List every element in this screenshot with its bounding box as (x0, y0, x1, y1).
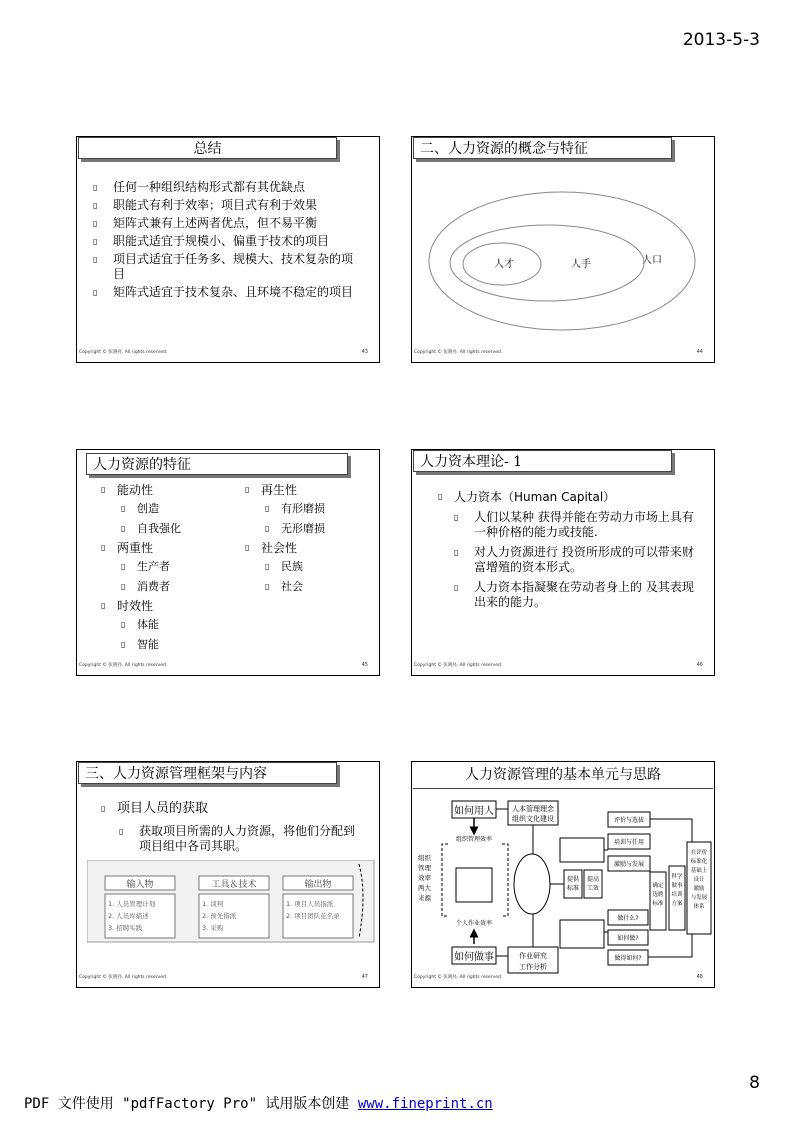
set-std-line: 选聘 (652, 892, 664, 898)
characteristics-col2 (245, 481, 325, 597)
output-item: 2. 项目团队花名录 (286, 912, 340, 920)
lower-box (560, 920, 604, 948)
upper-box (560, 838, 604, 862)
right-line: 基础上 (690, 868, 708, 874)
individual-efficiency-label: 个人作业效率 (455, 920, 493, 927)
tool-item: 1. 谈判 (202, 900, 224, 908)
sci-train-line: 方案 (671, 901, 683, 907)
slide-48 (411, 761, 715, 988)
characteristic-item: ▯ 社会 (245, 577, 325, 597)
how-label: 如何做? (617, 935, 639, 942)
slide-number: 47 (361, 974, 368, 980)
slide-title: 总结 (78, 137, 337, 159)
sci-train-line: 培训 (671, 892, 683, 898)
job-line2: 工作分析 (519, 963, 547, 971)
slide-number: 46 (696, 662, 703, 668)
bullet-list (91, 180, 361, 303)
characteristic-item: ▯ 创造 (101, 499, 181, 519)
sub-bullet: ▯ 获取项目所需的人力资源，将他们分配到项目组中各司其职。 (117, 824, 362, 854)
characteristics-col1 (101, 481, 181, 655)
slide-45 (76, 449, 380, 676)
fineprint-link[interactable]: www.fineprint.cn (357, 1096, 493, 1112)
label-talent: 人才 (494, 259, 514, 270)
slide-number: 45 (361, 662, 368, 668)
sci-train-line: 科学 (671, 874, 683, 880)
input-item: 1. 人员管理计划 (108, 900, 156, 908)
two-sources-line: 来源 (418, 894, 431, 902)
bullet-item: ▯ 矩阵式适宜于技术复杂、且环境不稳定的项目 (91, 285, 361, 300)
train-label: 培训与任用 (613, 839, 645, 846)
job-line1: 作业研究 (519, 952, 547, 960)
provide-standard-box (564, 870, 582, 898)
slide-44 (411, 136, 715, 363)
slide-number: 44 (696, 349, 703, 355)
slide-number: 48 (696, 974, 703, 980)
characteristic-item: ▯ 有形磨损 (245, 499, 325, 519)
slide-title: 二、人力资源的概念与特征 (413, 137, 672, 159)
sub-bullet: ▯ 对人力资源进行 投资所形成的可以带来财富增殖的资本形式。 (452, 545, 697, 575)
provide-line1: 提供 (566, 876, 580, 883)
characteristic-heading: ▯ 社会性 (245, 539, 325, 557)
two-sources-line: 组织 (418, 854, 431, 862)
bullet-item: ▯ 职能式有利于效率；项目式有利于效果 (91, 198, 361, 213)
bracket-right (502, 844, 508, 916)
label-population: 人口 (642, 255, 662, 266)
sub-bullet-list (117, 824, 362, 857)
right-line: 标准化 (690, 859, 708, 865)
set-std-line: 确定 (652, 883, 664, 889)
header-outputs-label: 输出物 (304, 880, 332, 890)
provide-line2: 标准 (566, 885, 580, 892)
copyright-note: Copyright © 张晓亮. All rights reserved. (414, 975, 503, 980)
set-std-line: 标准 (652, 901, 664, 907)
right-line: 设计 (693, 877, 705, 883)
label-workforce: 人手 (571, 259, 591, 270)
characteristic-item: ▯ 体能 (101, 615, 181, 635)
slide-number: 43 (361, 349, 368, 355)
connector (648, 934, 692, 957)
characteristic-item: ▯ 智能 (101, 635, 181, 655)
main-bullet: ▯ 人力资本（Human Capital） (438, 488, 708, 506)
hrm-flow-diagram (412, 792, 714, 982)
input-item: 3. 招聘实践 (108, 924, 143, 932)
main-bullet: ▯ 项目人员的获取 (101, 800, 371, 818)
acquisition-block (101, 800, 371, 818)
two-sources-line: 管理 (418, 864, 431, 872)
how-to-work-label: 如何做事 (454, 952, 494, 963)
sub-bullet-list (452, 510, 697, 615)
slide-title: 人力资源的特征 (86, 453, 348, 475)
slide-title: 人力资本理论- 1 (413, 450, 672, 472)
page-number: 8 (749, 1073, 760, 1093)
sci-train-line: 做事 (671, 883, 683, 889)
tool-item: 3. 采购 (202, 924, 224, 932)
characteristic-item: ▯ 民族 (245, 557, 325, 577)
characteristic-heading: ▯ 再生性 (245, 481, 325, 499)
bullet-item: ▯ 任何一种组织结构形式都有其优缺点 (91, 180, 361, 195)
raise-efficiency-box (584, 870, 602, 898)
characteristic-item: ▯ 消费者 (101, 577, 181, 597)
characteristic-heading: ▯ 两重性 (101, 539, 181, 557)
human-capital-block (438, 488, 708, 506)
right-line: 在评价 (690, 850, 708, 856)
how-well-label: 做得如何? (614, 955, 642, 962)
bracket-left (442, 844, 448, 916)
slide-title: 人力资源管理的基本单元与思路 (413, 762, 713, 789)
right-line: 与发展 (690, 895, 708, 901)
input-item: 2. 人员库描述 (108, 912, 149, 920)
header-tools-label: 工具＆技术 (211, 880, 257, 890)
sub-bullet: ▯ 人们以某种 获得并能在劳动力市场上具有一种价格的能力或技能. (452, 510, 697, 540)
copyright-note: Copyright © 张晓亮. All rights reserved. (79, 975, 168, 980)
bullet-item: ▯ 项目式适宜于任务多、规模大、技术复杂的项目 (91, 252, 361, 282)
copyright-note: Copyright © 张晓亮. All rights reserved. (79, 663, 168, 668)
raise-line2: 工效 (586, 885, 600, 892)
two-sources-line: 效率 (418, 874, 431, 882)
copyright-note: Copyright © 张晓亮. All rights reserved. (414, 350, 503, 355)
concept-line2: 组织文化建设 (512, 815, 554, 823)
pdf-footer (24, 1093, 493, 1113)
slide-46 (411, 449, 715, 676)
how-to-hire-label: 如何用人 (454, 806, 494, 817)
characteristic-heading: ▯ 能动性 (101, 481, 181, 499)
characteristic-item: ▯ 无形磨损 (245, 519, 325, 539)
document-date: 2013-5-3 (682, 30, 760, 50)
copyright-note: Copyright © 张晓亮. All rights reserved. (79, 350, 168, 355)
eval-label: 评价与选拔 (613, 817, 645, 824)
acquisition-process-diagram (87, 860, 377, 950)
what-label: 做什么? (617, 915, 639, 922)
sub-bullet: ▯ 人力资本指凝聚在劳动者身上的 及其表现出来的能力。 (452, 580, 697, 610)
right-line: 体系 (693, 904, 705, 910)
tool-item: 2. 预先指派 (202, 912, 237, 920)
center-box (456, 868, 492, 902)
raise-line1: 提高 (586, 876, 600, 883)
header-inputs-label: 输入物 (126, 880, 154, 890)
bullet-item: ▯ 职能式适宜于规模小、偏重于技术的项目 (91, 234, 361, 249)
two-sources-line: 两大 (418, 884, 431, 892)
characteristic-item: ▯ 自我强化 (101, 519, 181, 539)
bullet-item: ▯ 矩阵式兼有上述两者优点，但不易平衡 (91, 216, 361, 231)
right-line: 激励 (693, 886, 705, 892)
slide-47 (76, 761, 380, 988)
concept-line1: 人本管理理念 (512, 805, 554, 813)
slide-title: 三、人力资源管理框架与内容 (78, 762, 337, 784)
population-ellipses (412, 177, 714, 357)
copyright-note: Copyright © 张晓亮. All rights reserved. (414, 663, 503, 668)
central-circle (514, 854, 550, 914)
characteristic-item: ▯ 生产者 (101, 557, 181, 577)
slide-43 (76, 136, 380, 363)
connector (650, 819, 692, 842)
ellipse-middle (450, 225, 644, 301)
pay-label: 激励与发展 (613, 861, 645, 868)
characteristic-heading: ▯ 时效性 (101, 597, 181, 615)
footer-text: PDF 文件使用 "pdfFactory Pro" 试用版本创建 (24, 1096, 358, 1112)
output-item: 1. 项目人员指派 (286, 900, 334, 908)
org-efficiency-label: 组织管理效率 (455, 836, 493, 843)
